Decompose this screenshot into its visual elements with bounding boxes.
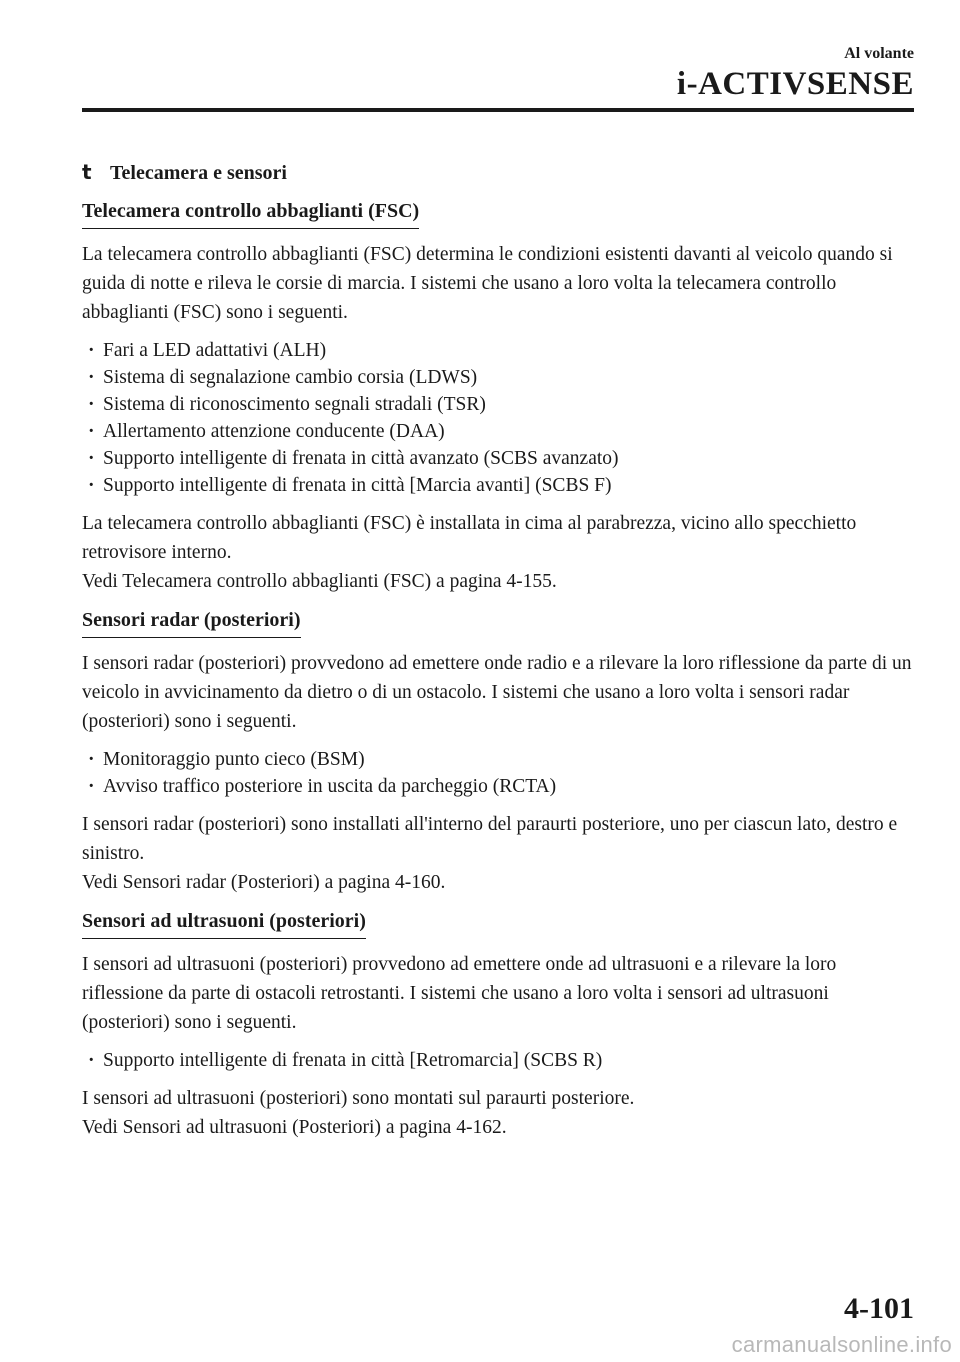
systems-list (82, 1047, 916, 1074)
section-location: I sensori radar (posteriori) sono installati all'interno del paraurti posteriore, uno per ciascun lato, destro e sinistro. (82, 814, 898, 864)
list-item: · Sistema di riconoscimento segnali stradali (TSR) (88, 391, 916, 418)
list-item: · Supporto intelligente di frenata in città [Marcia avanti] (SCBS F) (88, 472, 916, 499)
page-content (82, 158, 916, 1152)
topic-heading (82, 158, 916, 188)
section-reference: Vedi Sensori ad ultrasuoni (Posteriori) a pagina 4-162. (82, 1117, 507, 1138)
section-location: La telecamera controllo abbaglianti (FSC) è installata in cima al parabrezza, vicino allo specchietto retrovisore interno. (82, 513, 857, 563)
systems-list (82, 337, 916, 499)
section-reference: Vedi Telecamera controllo abbaglianti (FSC) a pagina 4-155. (82, 571, 557, 592)
list-item: · Supporto intelligente di frenata in città [Retromarcia] (SCBS R) (88, 1047, 916, 1074)
section-fsc (82, 197, 916, 596)
section-intro: I sensori ad ultrasuoni (posteriori) provvedono ad emettere onde ad ultrasuoni e a rilevare la loro riflessione da parte di ostacoli retrostanti. I sistemi che usano a loro volta i sensori ad ultrasuoni (posteriori) sono i seguenti. (82, 954, 837, 1033)
list-item: · Fari a LED adattativi (ALH) (88, 337, 916, 364)
section-heading: Telecamera controllo abbaglianti (FSC) (82, 197, 419, 229)
list-item: · Supporto intelligente di frenata in città avanzato (SCBS avanzato) (88, 445, 916, 472)
section-radar (82, 606, 916, 897)
topic-marker-icon: t (82, 160, 92, 184)
section-ultrasonic (82, 907, 916, 1142)
chapter-title: Al volante (844, 45, 914, 62)
watermark: carmanualsonline.info (731, 1332, 952, 1357)
section-heading: Sensori ad ultrasuoni (posteriori) (82, 907, 366, 939)
list-item: · Avviso traffico posteriore in uscita da parcheggio (RCTA) (88, 773, 916, 800)
section-reference: Vedi Sensori radar (Posteriori) a pagina 4-160. (82, 872, 446, 893)
list-item: · Monitoraggio punto cieco (BSM) (88, 746, 916, 773)
section-intro: La telecamera controllo abbaglianti (FSC) determina le condizioni esistenti davanti al veicolo quando si guida di notte e rileva le corsie di marcia. I sistemi che usano a loro volta la telecamera controllo abbaglianti (FSC) sono i seguenti. (82, 244, 893, 323)
list-item: · Sistema di segnalazione cambio corsia (LDWS) (88, 364, 916, 391)
section-location: I sensori ad ultrasuoni (posteriori) sono montati sul paraurti posteriore. (82, 1088, 635, 1109)
header-divider (82, 108, 914, 112)
page-number: 4-101 (844, 1292, 914, 1325)
page-header (677, 44, 914, 103)
section-intro: I sensori radar (posteriori) provvedono ad emettere onde radio e a rilevare la loro riflessione da parte di un veicolo in avvicinamento da dietro o di un ostacolo. I sistemi che usano a loro volta i sensori radar (posteriori) sono i seguenti. (82, 653, 912, 732)
section-title: i-ACTIVSENSE (676, 66, 914, 102)
topic-title: Telecamera e sensori (110, 162, 287, 184)
systems-list (82, 746, 916, 800)
section-heading: Sensori radar (posteriori) (82, 606, 301, 638)
list-item: · Allertamento attenzione conducente (DAA) (88, 418, 916, 445)
